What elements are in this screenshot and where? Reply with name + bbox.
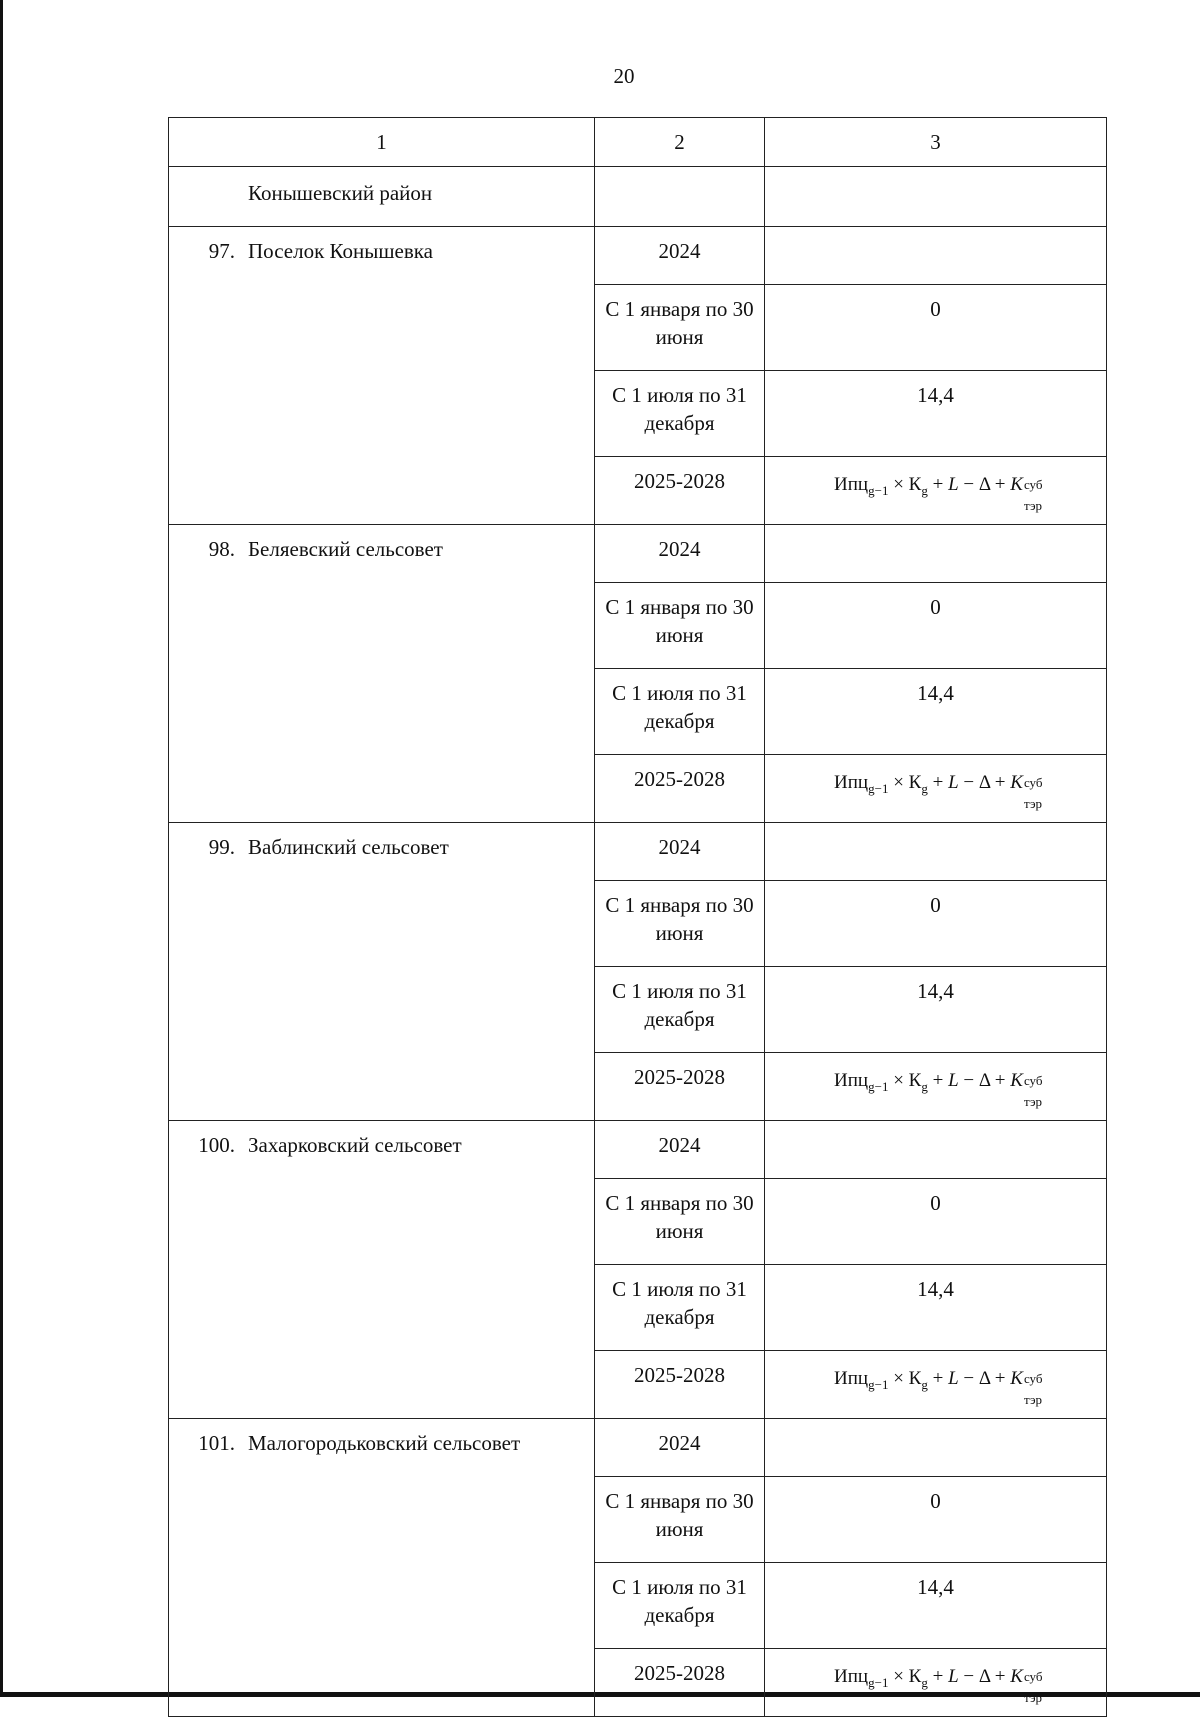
value-cell: [765, 1053, 1107, 1121]
formula-k-ter-sub: тэр: [1023, 1690, 1043, 1705]
entry-number: 99.: [208, 835, 235, 859]
formula-k-ter-sub: тэр: [1023, 1094, 1043, 1109]
formula-k-ter-sup: суб: [1023, 1669, 1043, 1684]
formula-k-sub: g: [921, 1078, 928, 1094]
formula-ipc-sub: g−1: [868, 482, 889, 498]
formula-ipc: Ипц: [834, 1666, 869, 1687]
formula-k-sub: g: [921, 482, 928, 498]
formula-l: L: [948, 1666, 959, 1687]
formula-ipc: Ипц: [834, 772, 869, 793]
formula-k-ter-sup: суб: [1023, 1073, 1043, 1088]
formula-k-sub: g: [921, 780, 928, 796]
period-cell: 2024: [595, 823, 765, 881]
formula-minus: −: [963, 1368, 975, 1389]
settlement-cell: [169, 525, 595, 823]
period-cell: С 1 января по 30 июня: [595, 1179, 765, 1265]
formula-ipc: Ипц: [834, 1070, 869, 1091]
settlement-name: Беляевский сельсовет: [248, 537, 443, 561]
formula-times: ×: [893, 1666, 904, 1687]
page-number: 20: [613, 64, 635, 88]
formula-times: ×: [893, 772, 904, 793]
formula-ipc-sub: g−1: [868, 1078, 889, 1094]
tariff-formula: [765, 1351, 1106, 1407]
header-row: [169, 118, 1107, 167]
formula-plus: +: [994, 772, 1006, 793]
formula-ipc: Ипц: [834, 474, 869, 495]
formula-minus: −: [963, 1070, 975, 1091]
period-cell: С 1 июля по 31 декабря: [595, 371, 765, 457]
table-body: [169, 118, 1107, 1717]
formula-k: К: [908, 1666, 922, 1687]
value-cell: 0: [765, 881, 1107, 967]
table-row: [169, 525, 1107, 583]
value-cell: [765, 1351, 1107, 1419]
formula-l: L: [948, 772, 959, 793]
formula-k-ter: K: [1010, 1368, 1023, 1389]
value-cell: 14,4: [765, 1563, 1107, 1649]
period-cell: С 1 июля по 31 декабря: [595, 669, 765, 755]
value-cell: 0: [765, 1179, 1107, 1265]
formula-minus: −: [963, 1666, 975, 1687]
formula-plus: +: [994, 1368, 1006, 1389]
district-empty-cell: [595, 167, 765, 227]
formula-k-ter-sub: тэр: [1023, 1392, 1043, 1407]
formula-plus: +: [994, 474, 1006, 495]
formula-k-ter: K: [1010, 772, 1023, 793]
header-col-1: 1: [169, 118, 595, 167]
settlement-name: Поселок Конышевка: [248, 239, 433, 263]
period-cell: 2024: [595, 227, 765, 285]
entry-number: 98.: [208, 537, 235, 561]
tariff-formula: [765, 457, 1106, 513]
formula-times: ×: [893, 474, 904, 495]
period-cell: С 1 июля по 31 декабря: [595, 967, 765, 1053]
settlement-cell: [169, 823, 595, 1121]
period-cell: 2025-2028: [595, 1649, 765, 1717]
formula-plus: +: [932, 474, 944, 495]
value-cell: [765, 525, 1107, 583]
formula-k-ter-sup: суб: [1023, 477, 1043, 492]
period-cell: 2025-2028: [595, 1351, 765, 1419]
formula-k: К: [908, 1368, 922, 1389]
formula-plus: +: [932, 1666, 944, 1687]
formula-ipc: Ипц: [834, 1368, 869, 1389]
formula-ipc-sub: g−1: [868, 1376, 889, 1392]
formula-k: К: [908, 1070, 922, 1091]
settlement-name: Малогородьковский сельсовет: [248, 1431, 521, 1455]
formula-times: ×: [893, 1368, 904, 1389]
district-row: [169, 167, 1107, 227]
settlement-cell: [169, 1121, 595, 1419]
header-col-3: 3: [765, 118, 1107, 167]
formula-plus: +: [994, 1666, 1006, 1687]
entry-number: 97.: [208, 239, 235, 263]
formula-ipc-sub: g−1: [868, 780, 889, 796]
formula-k-ter: K: [1010, 1070, 1023, 1091]
settlement-name: Захарковский сельсовет: [248, 1133, 462, 1157]
formula-plus: +: [932, 1070, 944, 1091]
formula-delta: Δ: [978, 1368, 991, 1389]
value-cell: [765, 457, 1107, 525]
formula-delta: Δ: [978, 1666, 991, 1687]
formula-k: К: [908, 474, 922, 495]
period-cell: 2024: [595, 1121, 765, 1179]
settlement-cell: [169, 227, 595, 525]
period-cell: С 1 января по 30 июня: [595, 1477, 765, 1563]
period-cell: С 1 января по 30 июня: [595, 881, 765, 967]
formula-l: L: [948, 1070, 959, 1091]
header-col-2: 2: [595, 118, 765, 167]
formula-k-ter-sub: тэр: [1023, 498, 1043, 513]
value-cell: [765, 1649, 1107, 1717]
formula-delta: Δ: [978, 1070, 991, 1091]
formula-minus: −: [963, 772, 975, 793]
period-cell: 2024: [595, 1419, 765, 1477]
value-cell: 14,4: [765, 669, 1107, 755]
period-cell: 2025-2028: [595, 755, 765, 823]
value-cell: [765, 1419, 1107, 1477]
formula-minus: −: [963, 474, 975, 495]
table-row: [169, 1419, 1107, 1477]
formula-delta: Δ: [978, 772, 991, 793]
tariff-formula: [765, 1053, 1106, 1109]
value-cell: [765, 755, 1107, 823]
value-cell: 0: [765, 583, 1107, 669]
tariff-formula: [765, 755, 1106, 811]
formula-k: К: [908, 772, 922, 793]
formula-k-ter: K: [1010, 1666, 1023, 1687]
formula-plus: +: [932, 1368, 944, 1389]
formula-times: ×: [893, 1070, 904, 1091]
value-cell: [765, 227, 1107, 285]
value-cell: 14,4: [765, 967, 1107, 1053]
value-cell: 0: [765, 1477, 1107, 1563]
entry-number: 101.: [198, 1431, 235, 1455]
period-cell: С 1 января по 30 июня: [595, 583, 765, 669]
table-row: [169, 227, 1107, 285]
district-name: Конышевский район: [169, 167, 595, 227]
formula-plus: +: [994, 1070, 1006, 1091]
period-cell: 2024: [595, 525, 765, 583]
formula-k-ter-sup: суб: [1023, 775, 1043, 790]
scan-edge-left: [0, 0, 3, 1697]
district-empty-cell: [765, 167, 1107, 227]
formula-plus: +: [932, 772, 944, 793]
value-cell: 0: [765, 285, 1107, 371]
value-cell: 14,4: [765, 371, 1107, 457]
period-cell: С 1 января по 30 июня: [595, 285, 765, 371]
table-row: [169, 823, 1107, 881]
formula-k-sub: g: [921, 1674, 928, 1690]
formula-delta: Δ: [978, 474, 991, 495]
formula-k-ter: K: [1010, 474, 1023, 495]
period-cell: С 1 июля по 31 декабря: [595, 1563, 765, 1649]
formula-k-ter-sup: суб: [1023, 1371, 1043, 1386]
formula-k-sub: g: [921, 1376, 928, 1392]
value-cell: [765, 1121, 1107, 1179]
entry-number: 100.: [198, 1133, 235, 1157]
table-row: [169, 1121, 1107, 1179]
settlement-name: Ваблинский сельсовет: [248, 835, 449, 859]
value-cell: 14,4: [765, 1265, 1107, 1351]
period-cell: 2025-2028: [595, 457, 765, 525]
formula-l: L: [948, 474, 959, 495]
tariff-formula: [765, 1649, 1106, 1705]
value-cell: [765, 823, 1107, 881]
tariff-table: [168, 117, 1107, 1717]
formula-k-ter-sub: тэр: [1023, 796, 1043, 811]
period-cell: 2025-2028: [595, 1053, 765, 1121]
formula-ipc-sub: g−1: [868, 1674, 889, 1690]
settlement-cell: [169, 1419, 595, 1717]
formula-l: L: [948, 1368, 959, 1389]
period-cell: С 1 июля по 31 декабря: [595, 1265, 765, 1351]
